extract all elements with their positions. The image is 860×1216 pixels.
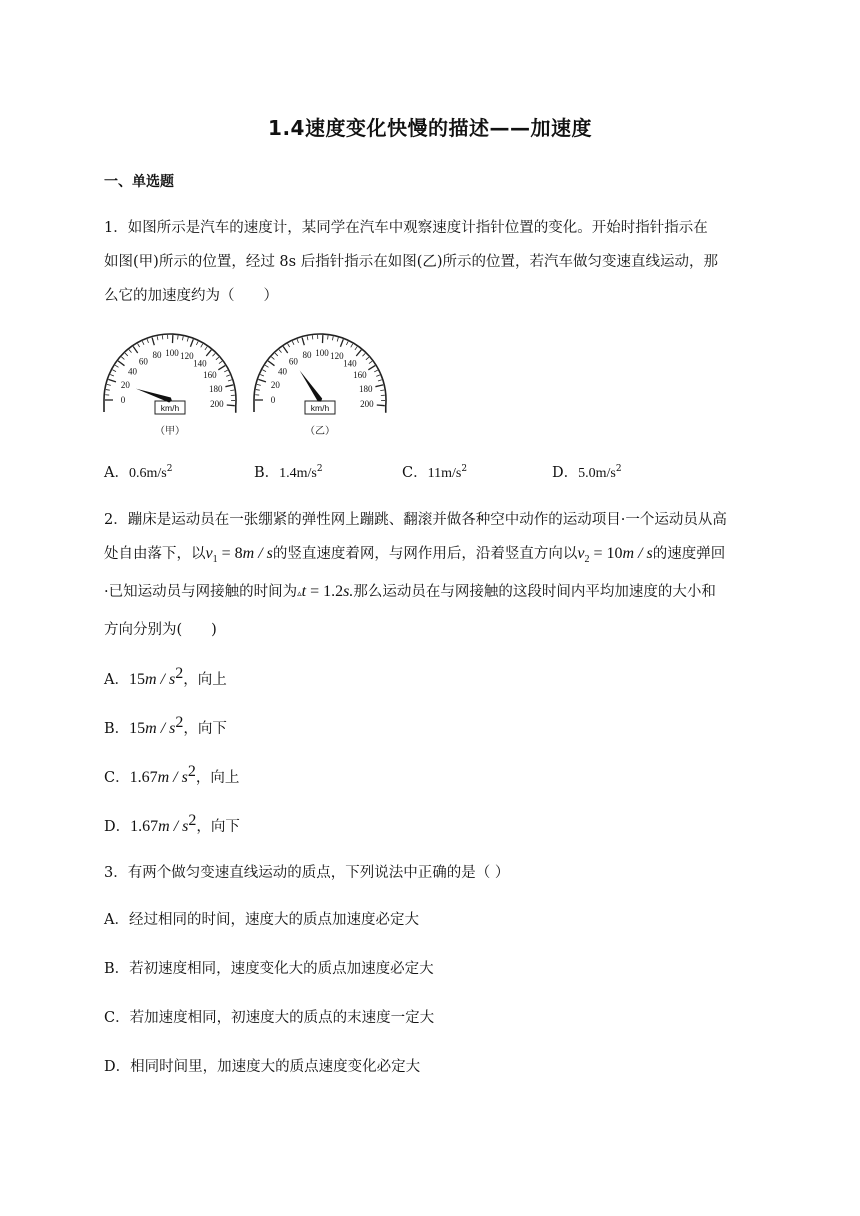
gauge-tick [368,366,375,370]
gauge-tick [265,365,268,367]
gauge-tick [340,339,343,346]
gauge-tick [133,346,138,353]
q2-line4: 方向分别为( ) [104,622,217,638]
gauge-tick-label: 40 [277,366,287,377]
q3-option-a: A．经过相同的时间，速度大的质点加速度必定大 [104,912,419,928]
option-value: 1.4m/s [279,466,317,481]
gauge-tick-label: 200 [210,399,224,410]
option-exponent: 2 [175,665,184,683]
speedometer-b [250,328,390,444]
gauge-tick [230,390,234,391]
gauge-tick [106,390,110,391]
gauge-tick-label: 60 [138,356,148,367]
option-number: 15 [129,720,146,737]
option-value: 0.6m/s [128,466,167,481]
gauge-tick [275,353,278,356]
dt-equation: = 1.2 [306,583,344,600]
q2-text: 的竖直速度着网，与网作用后，沿着竖直方向以 [272,546,578,562]
v1-subscript: 1 [212,553,218,565]
q1-option-a [104,461,172,482]
gauge-tick [226,375,230,377]
gauge-tick [228,380,232,381]
gauge-tick [362,353,365,356]
q2-text: 那么运动员在与网接触的这段时间内平均加速度的大小和 [353,584,716,600]
q3-option-b: B．若初速度相同，速度变化大的质点加速度必定大 [104,961,434,977]
gauge-tick [110,374,114,376]
gauge-tick [262,370,266,372]
option-exponent: 2 [615,464,622,475]
q3-option-d: D．相同时间里，加速度大的质点速度变化必定大 [104,1059,421,1075]
option-unit: m / s [158,818,189,835]
option-exponent: 2 [461,464,468,475]
option-prefix: C． [402,465,428,481]
gauge-tick-label: 60 [288,356,298,367]
gauge-tick [218,366,225,370]
gauge-tick-label: 0 [120,395,126,405]
option-direction: ，向上 [183,672,227,688]
gauge-tick [112,370,116,372]
speedometer-b-figure [250,328,390,440]
gauge-tick [307,336,308,340]
gauge-tick-label: 140 [343,358,357,369]
gauge-tick [378,380,382,381]
option-unit: m / s [144,671,176,688]
gauge-tick [187,338,188,342]
gauge-tick [355,347,357,350]
gauge-tick-label: 140 [193,358,207,369]
option-prefix: C． [104,770,130,786]
q2-option-c [104,763,240,787]
gauge-tick [369,361,372,363]
gauge-tick [283,346,288,353]
gauge-tick [271,357,274,360]
q2-line2 [104,544,725,564]
gauge-tick [157,336,158,340]
gauge-tick [190,339,193,346]
gauge-unit-label: km/h [160,403,180,413]
gauge-tick [227,405,235,406]
q2-text: 的速度弹回 [652,546,726,562]
option-number: 1.67 [129,769,158,786]
option-prefix: D． [104,819,131,835]
option-direction: ，向上 [195,770,240,786]
gauge-tick-label: 180 [358,384,373,395]
gauge-tick-label: 40 [127,366,137,377]
gauge-tick-label: 100 [165,348,179,359]
gauge-tick-label: 180 [208,384,223,395]
q2-option-d [104,812,240,836]
v2-unit: m / s [622,545,653,562]
option-unit: m / s [145,720,176,737]
gauge-tick [257,384,261,385]
option-direction: ，向下 [183,721,227,737]
q1-line1: 1．如图所示是汽车的速度计，某同学在汽车中观察速度计指针位置的变化。开始时指针指示在 [104,220,708,236]
gauge-tick [337,338,338,342]
section-heading: 一、单选题 [104,174,174,190]
gauge-tick-label: 0 [270,395,276,405]
gauge-tick [201,344,203,347]
gauge-tick [376,375,380,377]
gauge-tick [375,385,383,387]
gauge-tick [142,341,144,345]
gauge-tick [118,361,124,366]
gauge-tick-label: 80 [302,349,312,360]
gauge-tick-label: 80 [152,349,162,360]
delta-symbol: ▵ [297,589,302,599]
gauge-tick [356,350,361,356]
gauge-unit-label: km/h [310,403,330,413]
q3-option-c: C．若加速度相同，初速度大的质点的末速度一定大 [104,1010,435,1026]
gauge-tick-label: 20 [120,380,130,391]
gauge-caption: （甲） [155,426,185,437]
v1-equation: = 8 [217,545,243,562]
q1-option-c [402,461,467,482]
q2-line1: 2．蹦床是运动员在一张绷紧的弹性网上蹦跳、翻滚并做各种空中动作的运动项目·一个运动员从高 [104,512,727,528]
option-number: 15 [128,671,145,688]
gauge-tick [115,365,118,367]
q1-option-d [552,461,622,482]
option-exponent: 2 [316,464,323,475]
gauge-tick [125,353,128,356]
gauge-tick [138,344,140,347]
gauge-tick [152,338,154,346]
page-title: 1.4速度变化快慢的描述——加速度 [268,116,592,140]
gauge-tick [107,384,111,385]
gauge-tick [129,350,132,353]
option-exponent: 2 [175,714,184,732]
gauge-tick [182,336,183,340]
gauge-tick [258,379,266,382]
gauge-tick [374,370,378,372]
gauge-tick [108,379,116,382]
v2-variable: v [577,545,585,562]
gauge-tick [121,357,124,360]
option-direction: ，向下 [196,819,240,835]
option-exponent: 2 [187,763,196,781]
gauge-tick [297,339,298,343]
gauge-tick [212,353,215,356]
speedometer-a-figure [100,328,240,440]
gauge-tick [196,341,198,345]
gauge-tick [219,361,222,363]
option-prefix: D． [552,465,579,481]
q2-option-a [104,665,227,689]
gauge-tick [302,338,304,346]
gauge-tick [351,344,353,347]
gauge-tick-label: 120 [330,351,344,362]
gauge-tick [366,357,369,360]
gauge-tick [224,370,228,372]
dt-variable: t [301,583,307,600]
q2-text: ·已知运动员与网接触的时间为 [104,584,298,600]
option-unit: m / s [157,769,188,786]
gauge-needle [300,370,323,401]
option-prefix: B． [254,465,280,481]
q2-line3 [104,582,716,604]
gauge-caption: （乙） [305,426,335,437]
v1-unit: m / s [242,545,273,562]
speedometer-a [100,328,240,444]
option-exponent: 2 [166,464,173,475]
gauge-tick-label: 20 [270,380,280,391]
v2-subscript: 2 [584,553,590,565]
option-number: 1.67 [130,818,159,835]
gauge-tick [346,341,348,345]
gauge-tick-label: 120 [180,351,194,362]
gauge-tick [206,350,211,356]
gauge-needle [136,389,172,403]
gauge-tick [256,390,260,391]
q3-stem: 3．有两个做匀变速直线运动的质点，下列说法中正确的是（ ） [104,865,510,881]
gauge-tick-label: 100 [315,348,329,359]
q2-text: 处自由落下，以 [104,546,206,562]
gauge-tick-label: 160 [203,370,217,381]
q1-option-b [254,461,323,482]
gauge-tick [288,344,290,347]
gauge-tick-label: 160 [353,370,367,381]
gauge-tick [147,339,148,343]
q2-option-b [104,714,227,738]
q1-line3: 么它的加速度约为（ ） [104,288,278,304]
option-prefix: A． [104,465,129,481]
gauge-tick [225,385,233,387]
q1-line2: 如图(甲)所示的位置，经过 8s 后指针指示在如图(乙)所示的位置，若汽车做匀变速直线运动，那 [104,254,719,270]
gauge-tick [260,374,264,376]
gauge-tick-label: 200 [360,399,374,410]
dt-unit: s. [343,583,354,600]
v2-equation: = 10 [589,545,623,562]
gauge-tick [380,390,384,391]
v1-variable: v [205,545,213,562]
gauge-tick [292,341,294,345]
gauge-tick [268,361,274,366]
option-prefix: B． [104,721,130,737]
gauge-tick [332,336,333,340]
option-prefix: A． [104,672,129,688]
gauge-tick [279,350,282,353]
option-exponent: 2 [188,812,197,830]
gauge-tick [205,347,207,350]
option-value: 5.0m/s [578,466,616,481]
gauge-tick [216,357,219,360]
gauge-tick [377,405,385,406]
option-value: 11m/s [427,466,462,481]
